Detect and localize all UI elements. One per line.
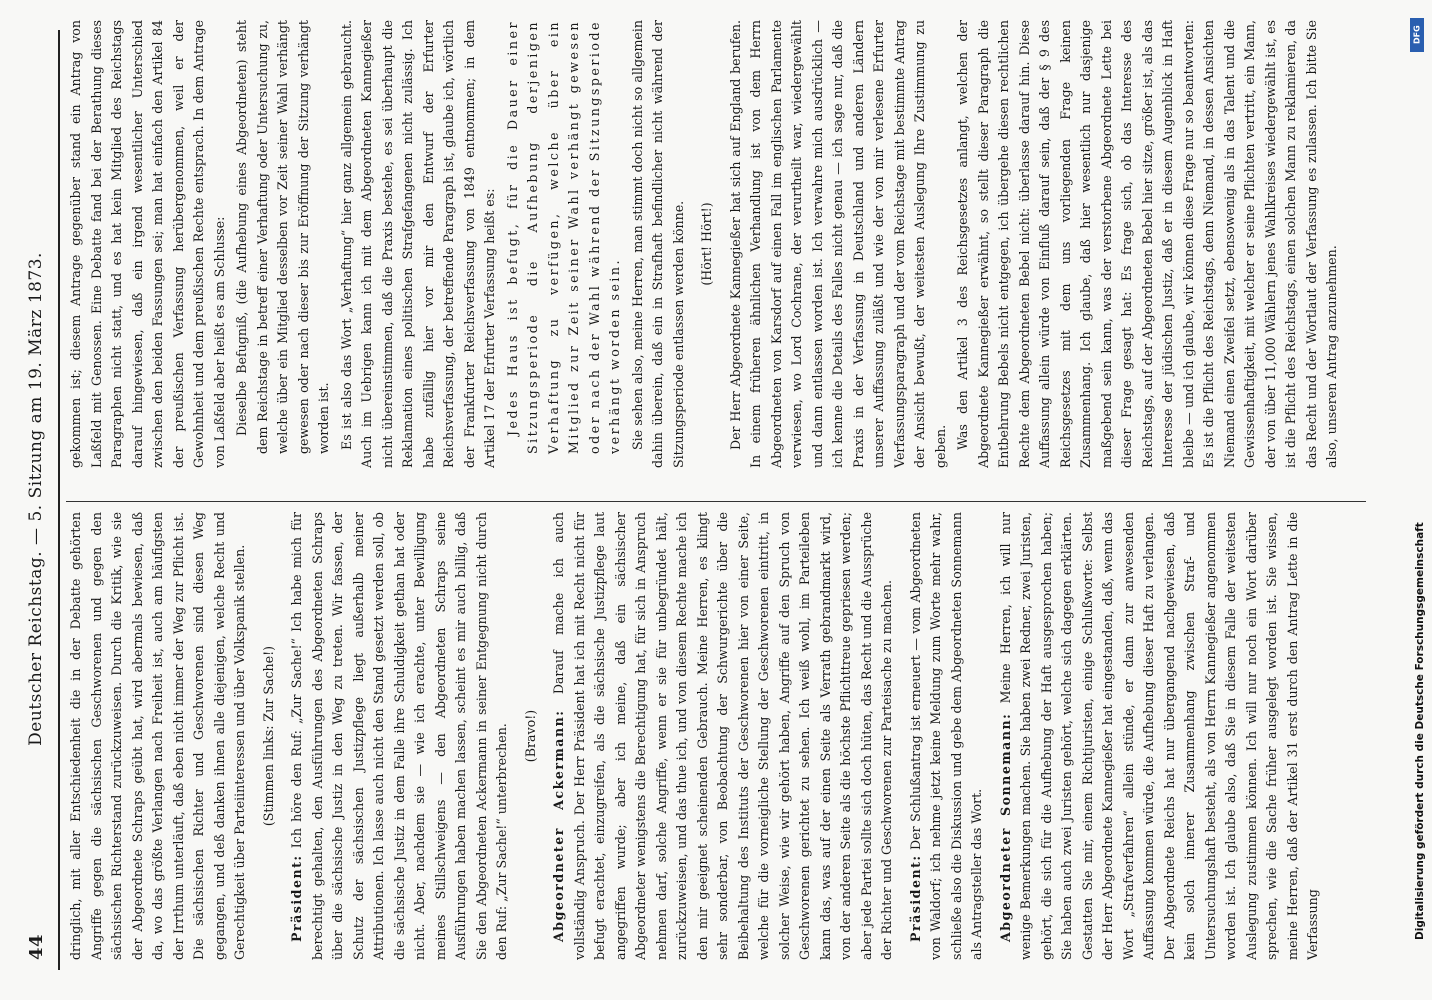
paragraph: dringlich, mit aller Entschiedenheit die in der Debatte gehörten Angriffe gegen die sächsischen Geschworenen und gegen den sächsischen Richterstand zurückzuweisen. Durch die Kritik, wie sie der Abgeordnete Schraps geübt hat, wird abermals bewiesen, daß da, wo das größte Verlangen nach Freiheit ist, auch am häufigsten der Irrthum unterläuft, daß eben nicht immer der Weg zur Pflicht ist. Die sächsischen Richter und Geschworenen sind diesen Weg gegangen, und deß danken ihnen alle diejenigen, welche Recht und Gerechtigkeit über Parteiinteressen und über Volkspanik stellen. [68,512,247,960]
speaker-name: Abgeordneter Ackermann: [551,709,566,942]
header-title: Deutscher Reichstag. — 5. Sitzung am 19. März 1873. [26,252,46,746]
paragraph: gekommen ist; diesem Antrage gegenüber stand ein Antrag von Laßfeld mit Genossen. Eine Debatte fand bei der Berathung dieses Paragraphen nicht statt, und es hat kein Mitglied des Reichstags darauf hingewiesen, daß ein irgend wesentlicher Unterschied zwischen den beiden Fassungen sei; man hat einfach den Artikel 84 der preußischen Verfassung herübergenommen, weil er der Gewohnheit und dem preußischen Rechte entsprach. In dem Antrage von Laßfeld aber heißt es am Schlusse: [68,20,227,468]
running-head [16,40,56,960]
speech-text: Der Schlußantrag ist erneuert — vom Abgeordneten von Waldorf; ich nehme jetzt keine Meldung zum Worte mehr wahr, schließe also die Diskussion und gebe dem Abgeordneten Sonnemann als Antragsteller das Wort. [907,512,984,960]
paragraph: Was den Artikel 3 des Reichsgesetzes anlangt, welchen der Abgeordnete Kannegießer erwähnt, so stellt dieser Paragraph die Entbehrung Bebels nicht entgegen, ich übergehe diesen rechtlichen Rechte dem Abgeordneten Bebel nicht: überlasse darauf hin. Diese Auffassung allein würde von Einfluß darauf sein, daß der § 9 des Reichsgesetzes mit dem uns vorliegenden Frage keinen Zusammenhang. Ich glaube, daß hier wesentlich nur dasjenige maßgebend sein kann, was der verstorbene Abgeordnete Lette bei dieser Frage gesagt hat: Es frage sich, ob das Interesse des Reichstags, auf der Abgeordneten Bebel hier sitze, größer ist, als das Interesse der jüdischen Justiz, daß er in diesem Augenblick in Haft bleibe — und ich glaube, wir können diese Frage nur so beantworten: Es ist die Pflicht des Reichstags, denn Niemand, in dessen Ansichten Niemand einen Zweifel setzt, ebensowenig als in das Talent und die Gewissenhaftigkeit, mit welcher er seine Pflichten vertritt, ein Mann, der von über 11,000 Wählern jenes Wahlkreises wiedergewählt ist, es ist die Pflicht des Reichstags, einen solchen Mann zu reklamieren, da das Recht und der Wortlaut der Verfassung es zulassen. Ich bitte Sie also, unseren Antrag anzunehmen. [955,20,1339,468]
quotation: Jedes Haus ist befugt, für die Dauer einer Sitzungsperiode die Aufhebung derjenigen Verhaftung zu verfügen, welche über ein Mitglied zur Zeit seiner Wahl verhängt gewesen oder nach der Wahl während der Sitzungsperiode verhängt worden sein. [504,20,622,454]
dfg-logo: DFG [1410,18,1424,52]
digitization-credit: Digitalisierung gefördert durch die Deutsche Forschungsgemeinschaft [1414,522,1426,940]
speech [906,512,988,960]
speaker-name: Abgeordneter Sonnemann: [997,712,1013,942]
column-divider [66,501,1366,502]
paragraph: Der Herr Abgeordnete Kannegießer hat sich auf England berufen. In einem früheren ähnlichen Verhandlung ist von dem Herrn Abgeordneten von Karsdorf auf einen Fall im englischen Parlamente verwiesen, wo Lord Cochrane, der verurtheilt war, wiedergewählt und dann entlassen worden ist. Ich verwahre mich ausdrücklich — ich kenne die Details des Falles nicht genau — ich sage nur, daß die Praxis in der Verfassung in Deutschland und anderen Ländern unserer Auffassung zuläßt und wie der von mir verlesene Erfurter Verfassungsparagraph und der vom Reichstage mit bestimmte Antrag der Ansicht bewußt, der weitesten Auslegung Ihre Zustimmung zu geben. [727,20,948,468]
speech [287,512,513,960]
left-column [66,512,1376,960]
paragraph: Sie sehen also, meine Herren, man stimmt doch nicht so allgemein dahin überein, daß ein in Strafhaft befindlicher nicht während der Sitzungsperiode entlassen werden könne. [629,20,686,468]
speech-text: Ich höre den Ruf: „Zur Sache!“ Ich habe mich für berechtigt gehalten, den Ausführungen des Abgeordneten Schraps über die sächsische Justiz in den Weg zu treten. Wir fassen, der Schutz der sächsischen Justizpflege liegt außerhalb meiner Attributionen. Ich lasse auch nicht den Stand gesetzt werden soll, ob die sächsische Justiz in dem Falle ihre Schuldigkeit gethan hat oder nicht. Aber, nachdem sie — wie ich erachte, unter Bewilligung meines Stillschweigens — den Abgeordneten Schraps seine Ausführungen haben machen lassen, scheint es mir auch billig, daß Sie den Abgeordneten Ackermann in seiner Entgegnung nicht durch den Ruf: „Zur Sache!“ unterbrechen. [289,512,509,960]
speech-text: Meine Herren, ich will nur wenige Bemerkungen machen. Sie haben zwei Redner, zwei Juristen, gehört, die sich für die Aufhebung der Haft ausgesprochen haben; Sie haben auch zwei Juristen gehört, welche sich dagegen erklärten. Gestatten Sie mir, einem Richtjuristen, einige Schlußworte: Selbst der Herr Abgeordnete Kannegießer hat eingestanden, daß, wenn das Wort „Strafverfahren“ allein stünde, er dann zur anwesenden Auffassung kommen würde, die Aufhebung dieser Haft zu verlangen. Der Abgeordnete Reichs hat nur übergangend nachgewiesen, daß kein solch innerer Zusammenhang zwischen Straf- und Untersuchungshaft besteht, als von Herrn Kannegießer angenommen worden ist. Ich glaube also, daß Sie in diesem Falle der weitesten Auslegung zustimmen können. Ich will nur noch ein Wort darüber sprechen, wie die Sache früher ausgelegt worden ist. Sie wissen, meine Herren, daß der Artikel 31 erst durch den Antrag Lette in die Verfassung [997,512,1320,960]
header-rule [58,30,60,970]
interjection: (Bravo!) [522,709,538,763]
speech [549,512,898,960]
quotation: Dieselbe Befugniß, (die Aufhebung eines Abgeordneten) steht dem Reichstage in betreff einer Verhaftung oder Untersuchung zu, welche über ein Mitglied desselben vor Zeit seiner Wahl verhängt gewesen oder nach dieser bis zur Eröffnung der Sitzung verhängt worden ist. [234,20,331,454]
speaker-name: Präsident: [289,854,304,942]
page-number: 44 [25,933,47,960]
paragraph: Es ist also das Wort „Verhaftung“ hier ganz allgemein gebraucht. Auch im Uebrigen kann ich mit dem Abgeordneten Kannegießer nicht übereinstimmen, daß die Praxis bestehe, es sei überhaupt die Reklamation eines politischen Strafgefangenen nicht zulässig. Ich habe zufällig hier vor mir den Entwurf der Erfurter Reichsverfassung, der betreffende Paragraph ist, glaube ich, wörtlich der Frankfurter Reichsverfassung von 1849 entnommen; in dem Artikel 17 der Erfurter Verfassung heißt es: [338,20,497,468]
right-column [66,20,1376,468]
interjection: (Stimmen links: Zur Sache!) [260,645,276,827]
speech [996,512,1324,960]
interjection: (Hört! Hört!) [699,202,714,286]
speech-text: Darauf mache ich auch vollständig Anspruch. Der Herr Präsident hat ich mit Recht nicht für befugt erachtet, einzugreifen, als die sächsische Justizpflege laut angegriffen wurde; aber ich meine, daß ein sächsischer Abgeordneter wenigstens die Berechtigung hat, für sich in Anspruch nehmen darf, solche Angriffe, wenn er sie für unbegründet hält, zurückzuweisen, und das thue ich, und von diesem Rechte mache ich den mir geeignet scheinenden Gebrauch. Meine Herren, es klingt sehr sonderbar, von Beobachtung der Schwurgerichte über die Beibehaltung des Instituts der Geschworenen hier von einer Seite, welche für die vorneigliche Stellung der Geschworenen eintritt, in solcher Weise, wie wir gehört haben, Angriffe auf den Spruch von Geschworenen gerichtet zu sehen. Ich weiß wohl, im Parteileben kann das, was auf der einen Seite als Verrath gebrandmarkt wird, von der anderen Seite als die höchste Pflichttreue gepriesen werden; aber jede Partei sollte sich doch hüten, das Recht und die Aussprüche der Richter und Geschworenen zur Parteisache zu machen. [551,512,894,960]
speaker-name: Präsident: [907,854,923,942]
